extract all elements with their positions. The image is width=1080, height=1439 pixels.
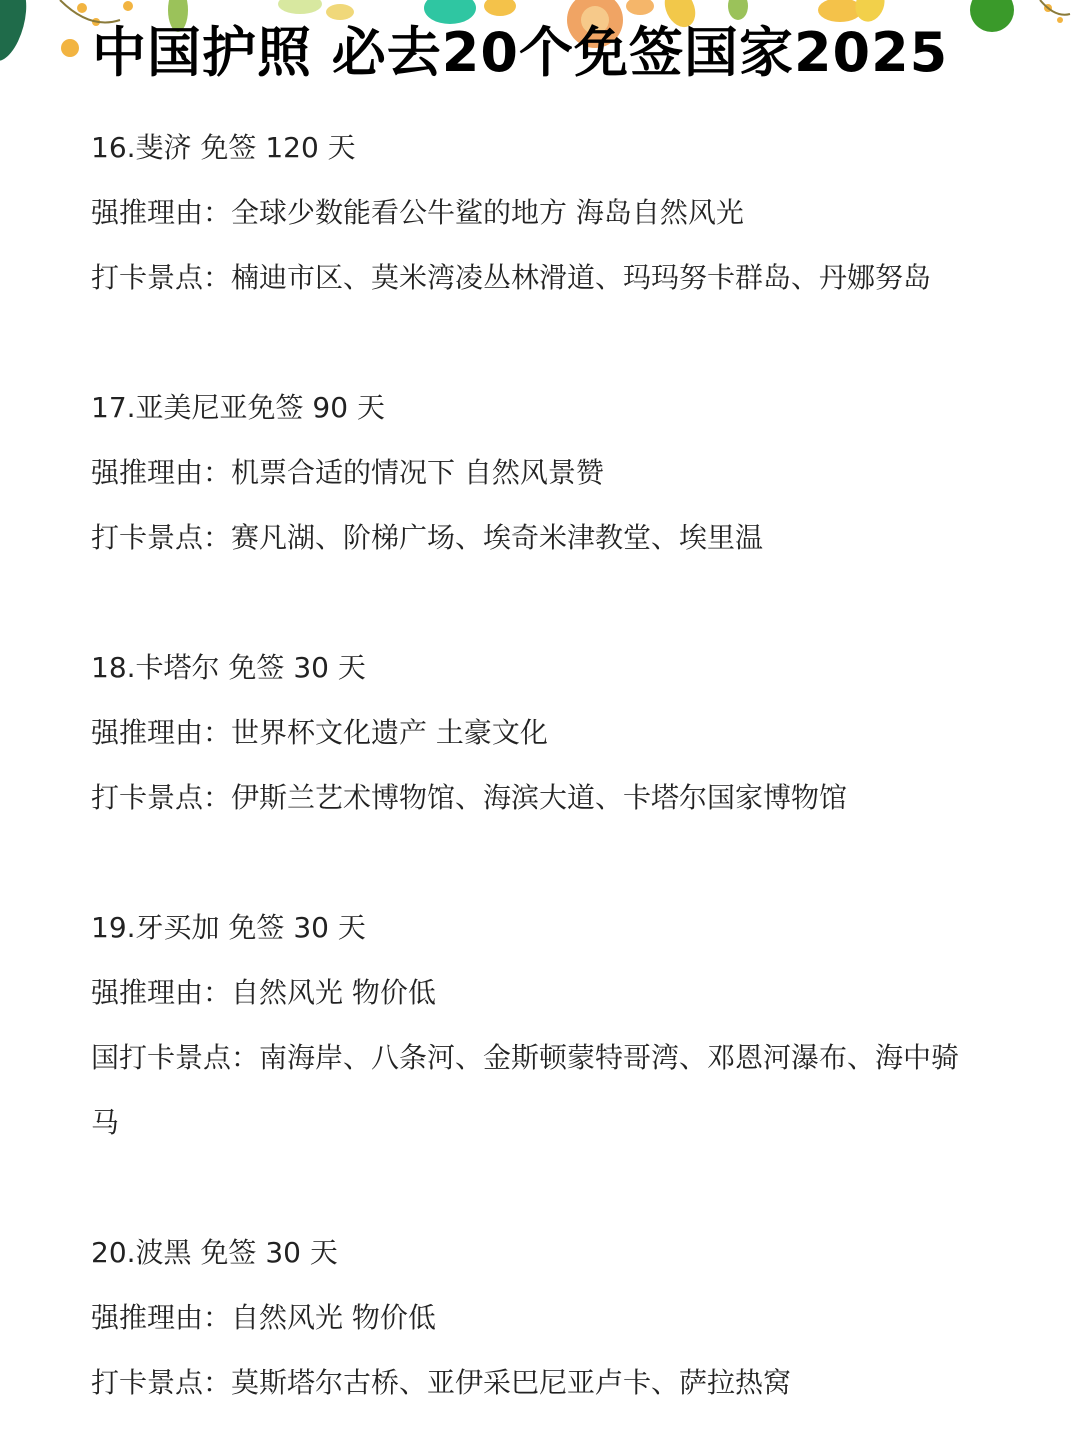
entry-spots: 国打卡景点：南海岸、八条河、金斯顿蒙特哥湾、邓恩河瀑布、海中骑马	[91, 1041, 960, 1139]
entry-reason: 强推理由：世界杯文化遗产 土豪文化	[91, 716, 548, 749]
entry-heading: 17.亚美尼亚免签 90 天	[91, 391, 385, 424]
country-entry-bosnia	[91, 1220, 971, 1415]
entry-heading: 19.牙买加 免签 30 天	[91, 911, 366, 944]
page-title: 中国护照 必去20个免签国家2025	[92, 21, 949, 84]
entry-reason: 强推理由：自然风光 物价低	[91, 1301, 436, 1334]
entry-spots: 打卡景点：莫斯塔尔古桥、亚伊采巴尼亚卢卡、萨拉热窝	[91, 1366, 792, 1399]
entry-heading: 16.斐济 免签 120 天	[91, 131, 356, 164]
entry-heading: 20.波黑 免签 30 天	[91, 1236, 338, 1269]
country-entry-jamaica	[91, 895, 971, 1155]
entry-heading: 18.卡塔尔 免签 30 天	[91, 651, 366, 684]
entry-spots: 打卡景点：伊斯兰艺术博物馆、海滨大道、卡塔尔国家博物馆	[91, 781, 848, 814]
leaf-icon	[970, 0, 1014, 32]
leaf-icon	[0, 0, 34, 65]
entry-spots: 打卡景点：楠迪市区、莫米湾凌丛林滑道、玛玛努卡群岛、丹娜努岛	[91, 261, 932, 294]
flower-icon	[61, 39, 79, 57]
country-list	[91, 115, 971, 1415]
entry-spots: 打卡景点：赛凡湖、阶梯广场、埃奇米津教堂、埃里温	[91, 521, 764, 554]
entry-reason: 强推理由：全球少数能看公牛鲨的地方 海岛自然风光	[91, 196, 744, 229]
country-entry-fiji	[91, 115, 971, 310]
country-entry-armenia	[91, 375, 971, 570]
entry-reason: 强推理由：自然风光 物价低	[91, 976, 436, 1009]
entry-reason: 强推理由：机票合适的情况下 自然风景赞	[91, 456, 604, 489]
country-entry-qatar	[91, 635, 971, 830]
